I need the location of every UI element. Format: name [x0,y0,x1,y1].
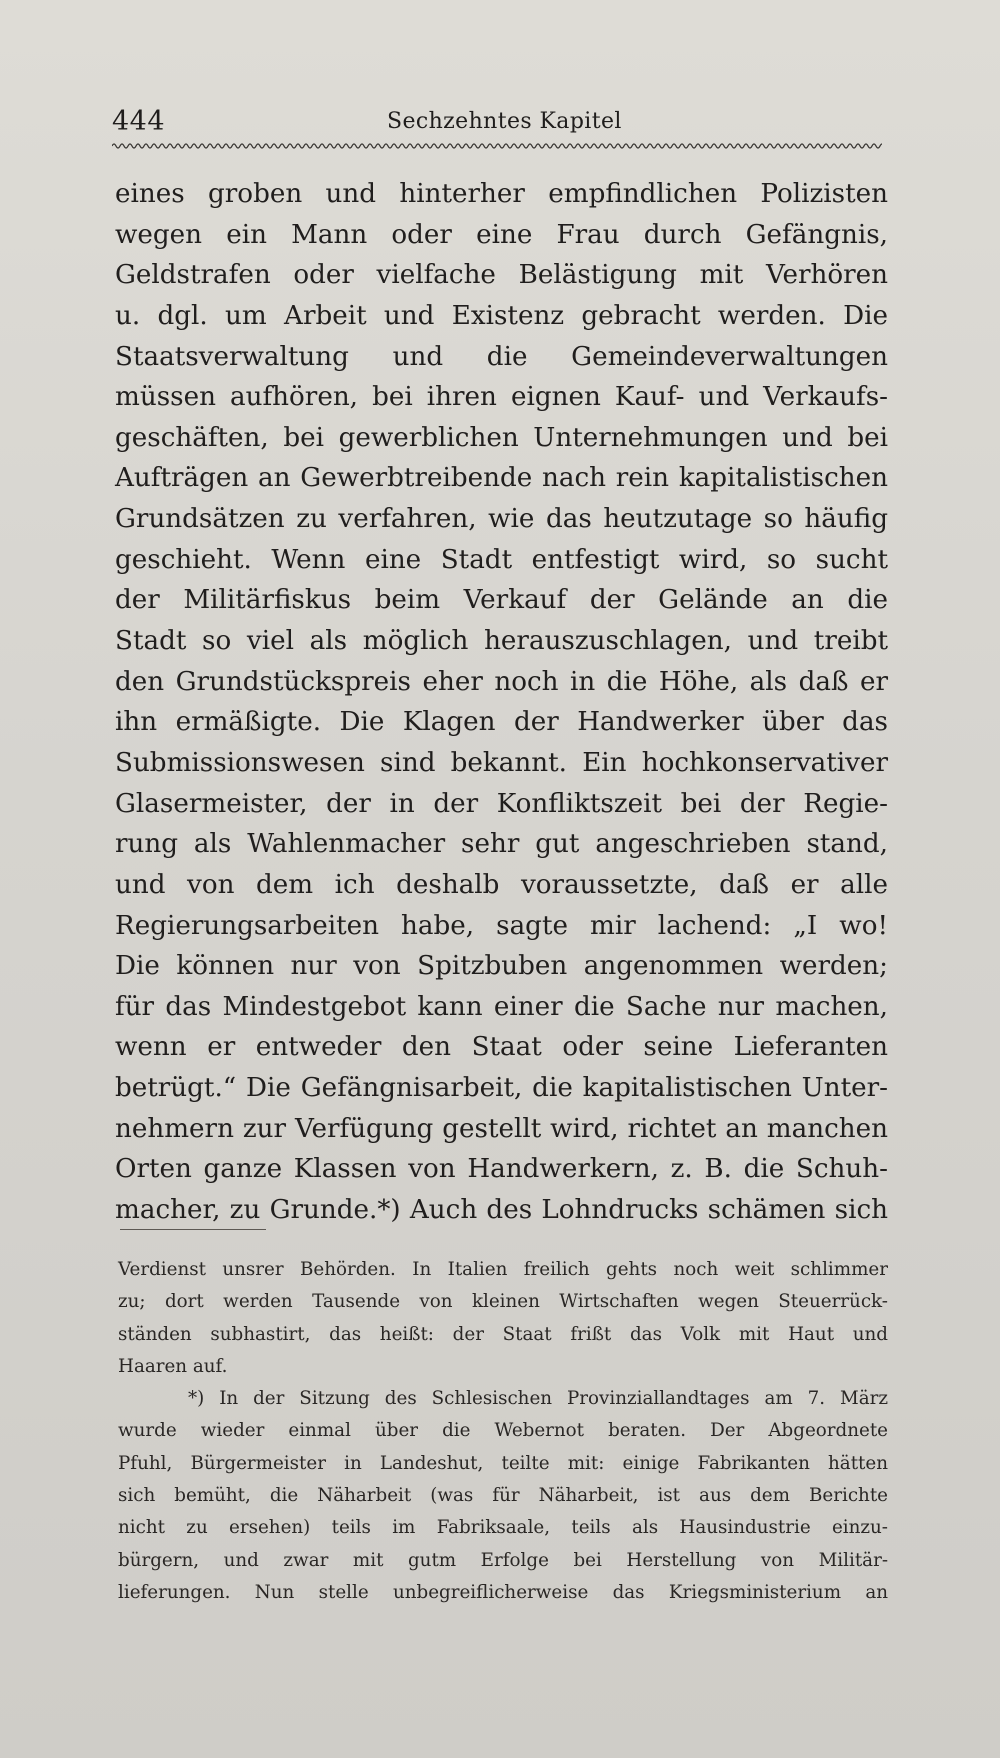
text-line: für das Mindestgebot kann einer die Sache nur machen, [115,991,888,1022]
text-line: geschäften, bei gewerblichen Unternehmungen und bei [115,422,888,453]
text-line: betrügt.“ Die Gefängnisarbeit, die kapitalistischen Unter- [115,1073,888,1104]
text-line: rung als Wahlenmacher sehr gut angeschrieben stand, [115,829,888,860]
text-line: Die können nur von Spitzbuben angenommen werden; [115,951,888,982]
text-line: macher, zu Grunde.*) Auch des Lohndrucks schämen sich [115,1195,888,1226]
text-line: Aufträgen an Gewerbtreibende nach rein kapitalistischen [115,463,888,494]
footnote-line: zu; dort werden Tausende von kleinen Wirtschaften wegen Steuerrück- [118,1291,888,1313]
footnote-line: Verdienst unsrer Behörden. In Italien freilich gehts noch weit schlimmer [118,1259,888,1280]
page-header [112,106,882,140]
text-line: eines groben und hinterher empfindlichen Polizisten [115,179,888,209]
page-number: 444 [112,106,166,137]
text-line: den Grundstückspreis eher noch in die Höhe, als daß er [115,666,888,697]
text-line: wegen ein Mann oder eine Frau durch Gefängnis, [115,219,888,250]
footnote-separator [120,1229,266,1230]
text-line: Glasermeister, der in der Konfliktszeit bei der Regie- [115,788,888,819]
footnote-line: bürgern, und zwar mit gutm Erfolge bei Herstellung von Militär- [118,1549,888,1571]
footnote-line: ständen subhastirt, das heißt: der Staat frißt das Volk mit Haut und [118,1323,888,1345]
text-line: nehmern zur Verfügung gestellt wird, richtet an manchen [115,1113,888,1144]
text-line: Staatsverwaltung und die Gemeindeverwaltungen [115,341,888,372]
text-line: und von dem ich deshalb voraussetzte, daß er alle [115,869,888,900]
text-line: Orten ganze Klassen von Handwerkern, z. B. die Schuh- [115,1154,888,1185]
footnote-line: nicht zu ersehen) teils im Fabriksaale, teils als Hausindustrie einzu- [118,1517,888,1539]
text-line: geschieht. Wenn eine Stadt entfestigt wird, so sucht [115,544,888,575]
running-head: Sechzehntes Kapitel [387,109,622,134]
text-line: müssen aufhören, bei ihren eignen Kauf- und Verkaufs- [115,382,888,413]
text-line: Geldstrafen oder vielfache Belästigung mit Verhören [115,260,888,291]
footnote-line: Pfuhl, Bürgermeister in Landeshut, teilte mit: einige Fabrikanten hätten [118,1452,888,1474]
text-line: Submissionswesen sind bekannt. Ein hochkonservativer [115,747,888,778]
text-line: ihn ermäßigte. Die Klagen der Handwerker über das [115,707,888,738]
text-line: wenn er entweder den Staat oder seine Lieferanten [115,1032,888,1063]
text-line: der Militärfiskus beim Verkauf der Gelände an die [115,585,888,616]
footnote-line: Haaren auf. [118,1355,228,1377]
text-line: Regierungsarbeiten habe, sagte mir lachend: „I wo! [115,910,888,941]
text-line: u. dgl. um Arbeit und Existenz gebracht werden. Die [115,300,888,331]
footnote-line: *) In der Sitzung des Schlesischen Provinziallandtages am 7. März [188,1388,888,1410]
footnote-line: sich bemüht, die Näharbeit (was für Näharbeit, ist aus dem Berichte [118,1485,888,1507]
main-text [115,174,888,1231]
footnote-line: lieferungen. Nun stelle unbegreiflicherweise das Kriegsministerium an [118,1581,888,1603]
footnote-line: wurde wieder einmal über die Webernot beraten. Der Abgeordnete [118,1420,888,1442]
text-line: Stadt so viel als möglich herauszuschlagen, und treibt [115,626,888,657]
footnotes [118,1254,888,1609]
header-wave-rule [112,141,882,151]
text-line: Grundsätzen zu verfahren, wie das heutzutage so häufig [115,504,888,535]
